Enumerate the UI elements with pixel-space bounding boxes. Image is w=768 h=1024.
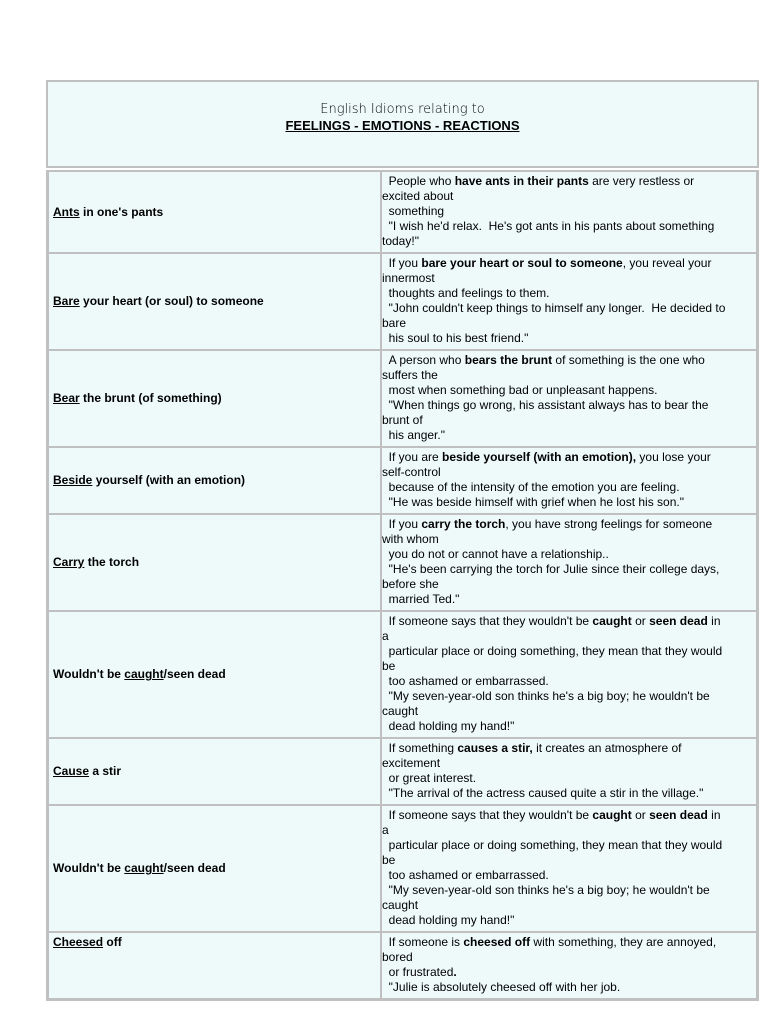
definition-line	[382, 853, 753, 868]
idiom-keyword: caught	[124, 861, 164, 875]
definition-line	[382, 868, 753, 883]
definition-line	[382, 950, 753, 965]
definition-line	[382, 614, 753, 629]
idiom-term-text: the brunt (of something)	[79, 391, 222, 405]
idiom-definition	[381, 611, 757, 738]
definition-text: brunt of	[382, 413, 423, 427]
definition-text: most when something bad or unpleasant happens.	[382, 383, 658, 397]
title-subtitle: English Idioms relating to	[320, 102, 485, 117]
idiom-term	[48, 350, 381, 447]
definition-text: with whom	[382, 532, 439, 546]
definition-text: excitement	[382, 756, 441, 770]
definition-line	[382, 808, 753, 823]
definition-text: of something is the one who	[552, 353, 705, 367]
definition-line	[382, 495, 753, 510]
idiom-keyword: Cause	[53, 764, 90, 778]
idiom-definition	[381, 805, 757, 932]
definition-line	[382, 219, 753, 234]
definition-line	[382, 562, 753, 577]
title-box	[46, 80, 759, 168]
definition-text: "He's been carrying the torch for Julie since their college days,	[382, 562, 720, 576]
definition-text: particular place or doing something, they mean that they would	[382, 644, 723, 658]
definition-text: too ashamed or embarrassed.	[382, 868, 549, 882]
definition-text: "The arrival of the actress caused quite a stir in the village."	[382, 786, 704, 800]
definition-text: , you have strong feelings for someone	[505, 517, 713, 531]
definition-line	[382, 838, 753, 853]
definition-line	[382, 428, 753, 443]
definition-highlight: caught	[592, 614, 632, 628]
definition-line	[382, 823, 753, 838]
definition-line	[382, 965, 753, 980]
definition-text: "I wish he'd relax. He's got ants in his pants about something	[382, 219, 715, 233]
idiom-term	[48, 447, 381, 514]
definition-highlight: cheesed off	[463, 935, 531, 949]
definition-highlight: seen dead	[649, 808, 708, 822]
idiom-row	[48, 738, 757, 805]
definition-line	[382, 786, 753, 801]
definition-line	[382, 271, 753, 286]
idiom-definition	[381, 738, 757, 805]
idiom-definition	[381, 514, 757, 611]
definition-line	[382, 256, 753, 271]
idiom-term	[48, 738, 381, 805]
idiom-row	[48, 932, 757, 999]
definition-line	[382, 286, 753, 301]
idiom-keyword: Bear	[53, 391, 80, 405]
idiom-term	[48, 171, 381, 253]
idiom-term-text: yourself (with an emotion)	[92, 473, 246, 487]
idiom-keyword: Carry	[53, 555, 85, 569]
idiom-definition	[381, 171, 757, 253]
definition-text: bored	[382, 950, 413, 964]
idiom-term-text: off	[103, 935, 122, 949]
definition-text: today!"	[382, 234, 419, 248]
definition-line	[382, 644, 753, 659]
definition-line	[382, 480, 753, 495]
definition-line	[382, 353, 753, 368]
definition-line	[382, 704, 753, 719]
definition-line	[382, 689, 753, 704]
idioms-table	[46, 170, 759, 1001]
definition-text: or	[631, 614, 650, 628]
definition-line	[382, 450, 753, 465]
idiom-keyword: Cheesed	[53, 935, 104, 949]
definition-line	[382, 234, 753, 249]
definition-text: because of the intensity of the emotion you are feeling.	[382, 480, 680, 494]
definition-text: , you reveal your	[622, 256, 712, 270]
definition-text: If you	[382, 517, 422, 531]
definition-text: If someone says that they wouldn't be	[382, 808, 593, 822]
definition-text: be	[382, 659, 396, 673]
idiom-definition	[381, 447, 757, 514]
idiom-term-text: /seen dead	[163, 667, 226, 681]
definition-text: dead holding my hand!"	[382, 913, 515, 927]
definition-text: self-control	[382, 465, 441, 479]
definition-text: before she	[382, 577, 439, 591]
definition-line	[382, 629, 753, 644]
definition-text: his anger."	[382, 428, 445, 442]
definition-highlight: caught	[592, 808, 632, 822]
definition-line	[382, 935, 753, 950]
definition-line	[382, 316, 753, 331]
definition-line	[382, 592, 753, 607]
definition-highlight: beside yourself (with an emotion),	[442, 450, 637, 464]
definition-text: "Julie is absolutely cheesed off with her job.	[382, 980, 621, 994]
idiom-keyword: Ants	[53, 204, 80, 219]
definition-text: "My seven-year-old son thinks he's a big boy; he wouldn't be	[382, 689, 710, 703]
definition-text: thoughts and feelings to them.	[382, 286, 550, 300]
document-page	[46, 80, 759, 1001]
definition-text: or	[631, 808, 650, 822]
idiom-keyword: Beside	[53, 473, 93, 487]
idiom-term	[48, 514, 381, 611]
definition-line	[382, 913, 753, 928]
idiom-term-text: /seen dead	[163, 861, 226, 875]
definition-line	[382, 719, 753, 734]
definition-text: in	[707, 614, 721, 628]
definition-line	[382, 398, 753, 413]
definition-text: in	[707, 808, 721, 822]
definition-line	[382, 659, 753, 674]
idiom-row	[48, 350, 757, 447]
definition-text: innermost	[382, 271, 435, 285]
definition-text: or great interest.	[382, 771, 477, 785]
definition-text: If you	[382, 256, 422, 270]
title-heading: FEELINGS - EMOTIONS - REACTIONS	[285, 118, 520, 133]
definition-line	[382, 756, 753, 771]
definition-line	[382, 368, 753, 383]
definition-line	[382, 331, 753, 346]
idiom-term-text: your heart (or soul) to someone	[79, 294, 264, 308]
definition-text: If someone says that they wouldn't be	[382, 614, 593, 628]
definition-line	[382, 532, 753, 547]
idiom-definition	[381, 253, 757, 350]
idiom-definition	[381, 350, 757, 447]
definition-line	[382, 383, 753, 398]
idiom-term-text: Wouldn't be	[53, 861, 125, 875]
definition-text: a	[382, 629, 389, 643]
idiom-row	[48, 805, 757, 932]
definition-text: too ashamed or embarrassed.	[382, 674, 549, 688]
definition-text: If you are	[382, 450, 443, 464]
idiom-keyword: Bare	[53, 294, 80, 308]
definition-line	[382, 980, 753, 995]
definition-text: married Ted."	[382, 592, 460, 606]
definition-line	[382, 577, 753, 592]
definition-text: If something	[382, 741, 458, 755]
definition-text: If someone is	[382, 935, 464, 949]
definition-highlight: .	[453, 965, 457, 979]
definition-text: a	[382, 823, 389, 837]
definition-line	[382, 771, 753, 786]
definition-line	[382, 883, 753, 898]
definition-line	[382, 301, 753, 316]
definition-line	[382, 898, 753, 913]
definition-text: "My seven-year-old son thinks he's a big boy; he wouldn't be	[382, 883, 710, 897]
definition-text: are very restless or	[588, 174, 695, 188]
definition-text: excited about	[382, 189, 454, 203]
idiom-term-text: the torch	[84, 555, 140, 569]
definition-text: A person who	[382, 353, 465, 367]
definition-highlight: have ants in their pants	[454, 174, 589, 188]
definition-highlight: carry the torch	[421, 517, 506, 531]
definition-line	[382, 413, 753, 428]
definition-line	[382, 741, 753, 756]
definition-line	[382, 674, 753, 689]
idiom-row	[48, 611, 757, 738]
idioms-table-body	[48, 171, 757, 999]
idiom-term	[48, 805, 381, 932]
idiom-term	[48, 253, 381, 350]
definition-text: you do not or cannot have a relationship..	[382, 547, 609, 561]
definition-highlight: bare your heart or soul to someone	[421, 256, 623, 270]
idiom-term-text: Wouldn't be	[53, 667, 125, 681]
idiom-keyword: caught	[124, 667, 164, 681]
definition-text: something	[382, 204, 445, 218]
definition-line	[382, 174, 753, 189]
idiom-row	[48, 447, 757, 514]
idiom-term	[48, 932, 381, 999]
idiom-row	[48, 514, 757, 611]
definition-highlight: causes a stir,	[457, 741, 533, 755]
definition-text: dead holding my hand!"	[382, 719, 515, 733]
definition-line	[382, 189, 753, 204]
definition-text: suffers the	[382, 368, 438, 382]
idiom-term-text: in one's pants	[79, 204, 164, 219]
idiom-row	[48, 253, 757, 350]
definition-highlight: seen dead	[649, 614, 708, 628]
definition-text: "He was beside himself with grief when he lost his son."	[382, 495, 684, 509]
definition-text: it creates an atmosphere of	[532, 741, 682, 755]
definition-text: his soul to his best friend."	[382, 331, 529, 345]
definition-text: "John couldn't keep things to himself any longer. He decided to	[382, 301, 726, 315]
definition-text: caught	[382, 704, 419, 718]
definition-text: caught	[382, 898, 419, 912]
definition-text: or frustrated	[382, 965, 454, 979]
definition-text: be	[382, 853, 396, 867]
idiom-definition	[381, 932, 757, 999]
definition-line	[382, 547, 753, 562]
definition-highlight: bears the brunt	[464, 353, 553, 367]
definition-text: People who	[382, 174, 455, 188]
definition-text: particular place or doing something, they mean that they would	[382, 838, 723, 852]
definition-text: you lose your	[636, 450, 711, 464]
idiom-term-text: a stir	[89, 764, 122, 778]
definition-text: bare	[382, 316, 407, 330]
definition-text: with something, they are annoyed,	[530, 935, 717, 949]
definition-text: "When things go wrong, his assistant always has to bear the	[382, 398, 709, 412]
definition-line	[382, 465, 753, 480]
idiom-term	[48, 611, 381, 738]
idiom-row	[48, 171, 757, 253]
definition-line	[382, 517, 753, 532]
definition-line	[382, 204, 753, 219]
